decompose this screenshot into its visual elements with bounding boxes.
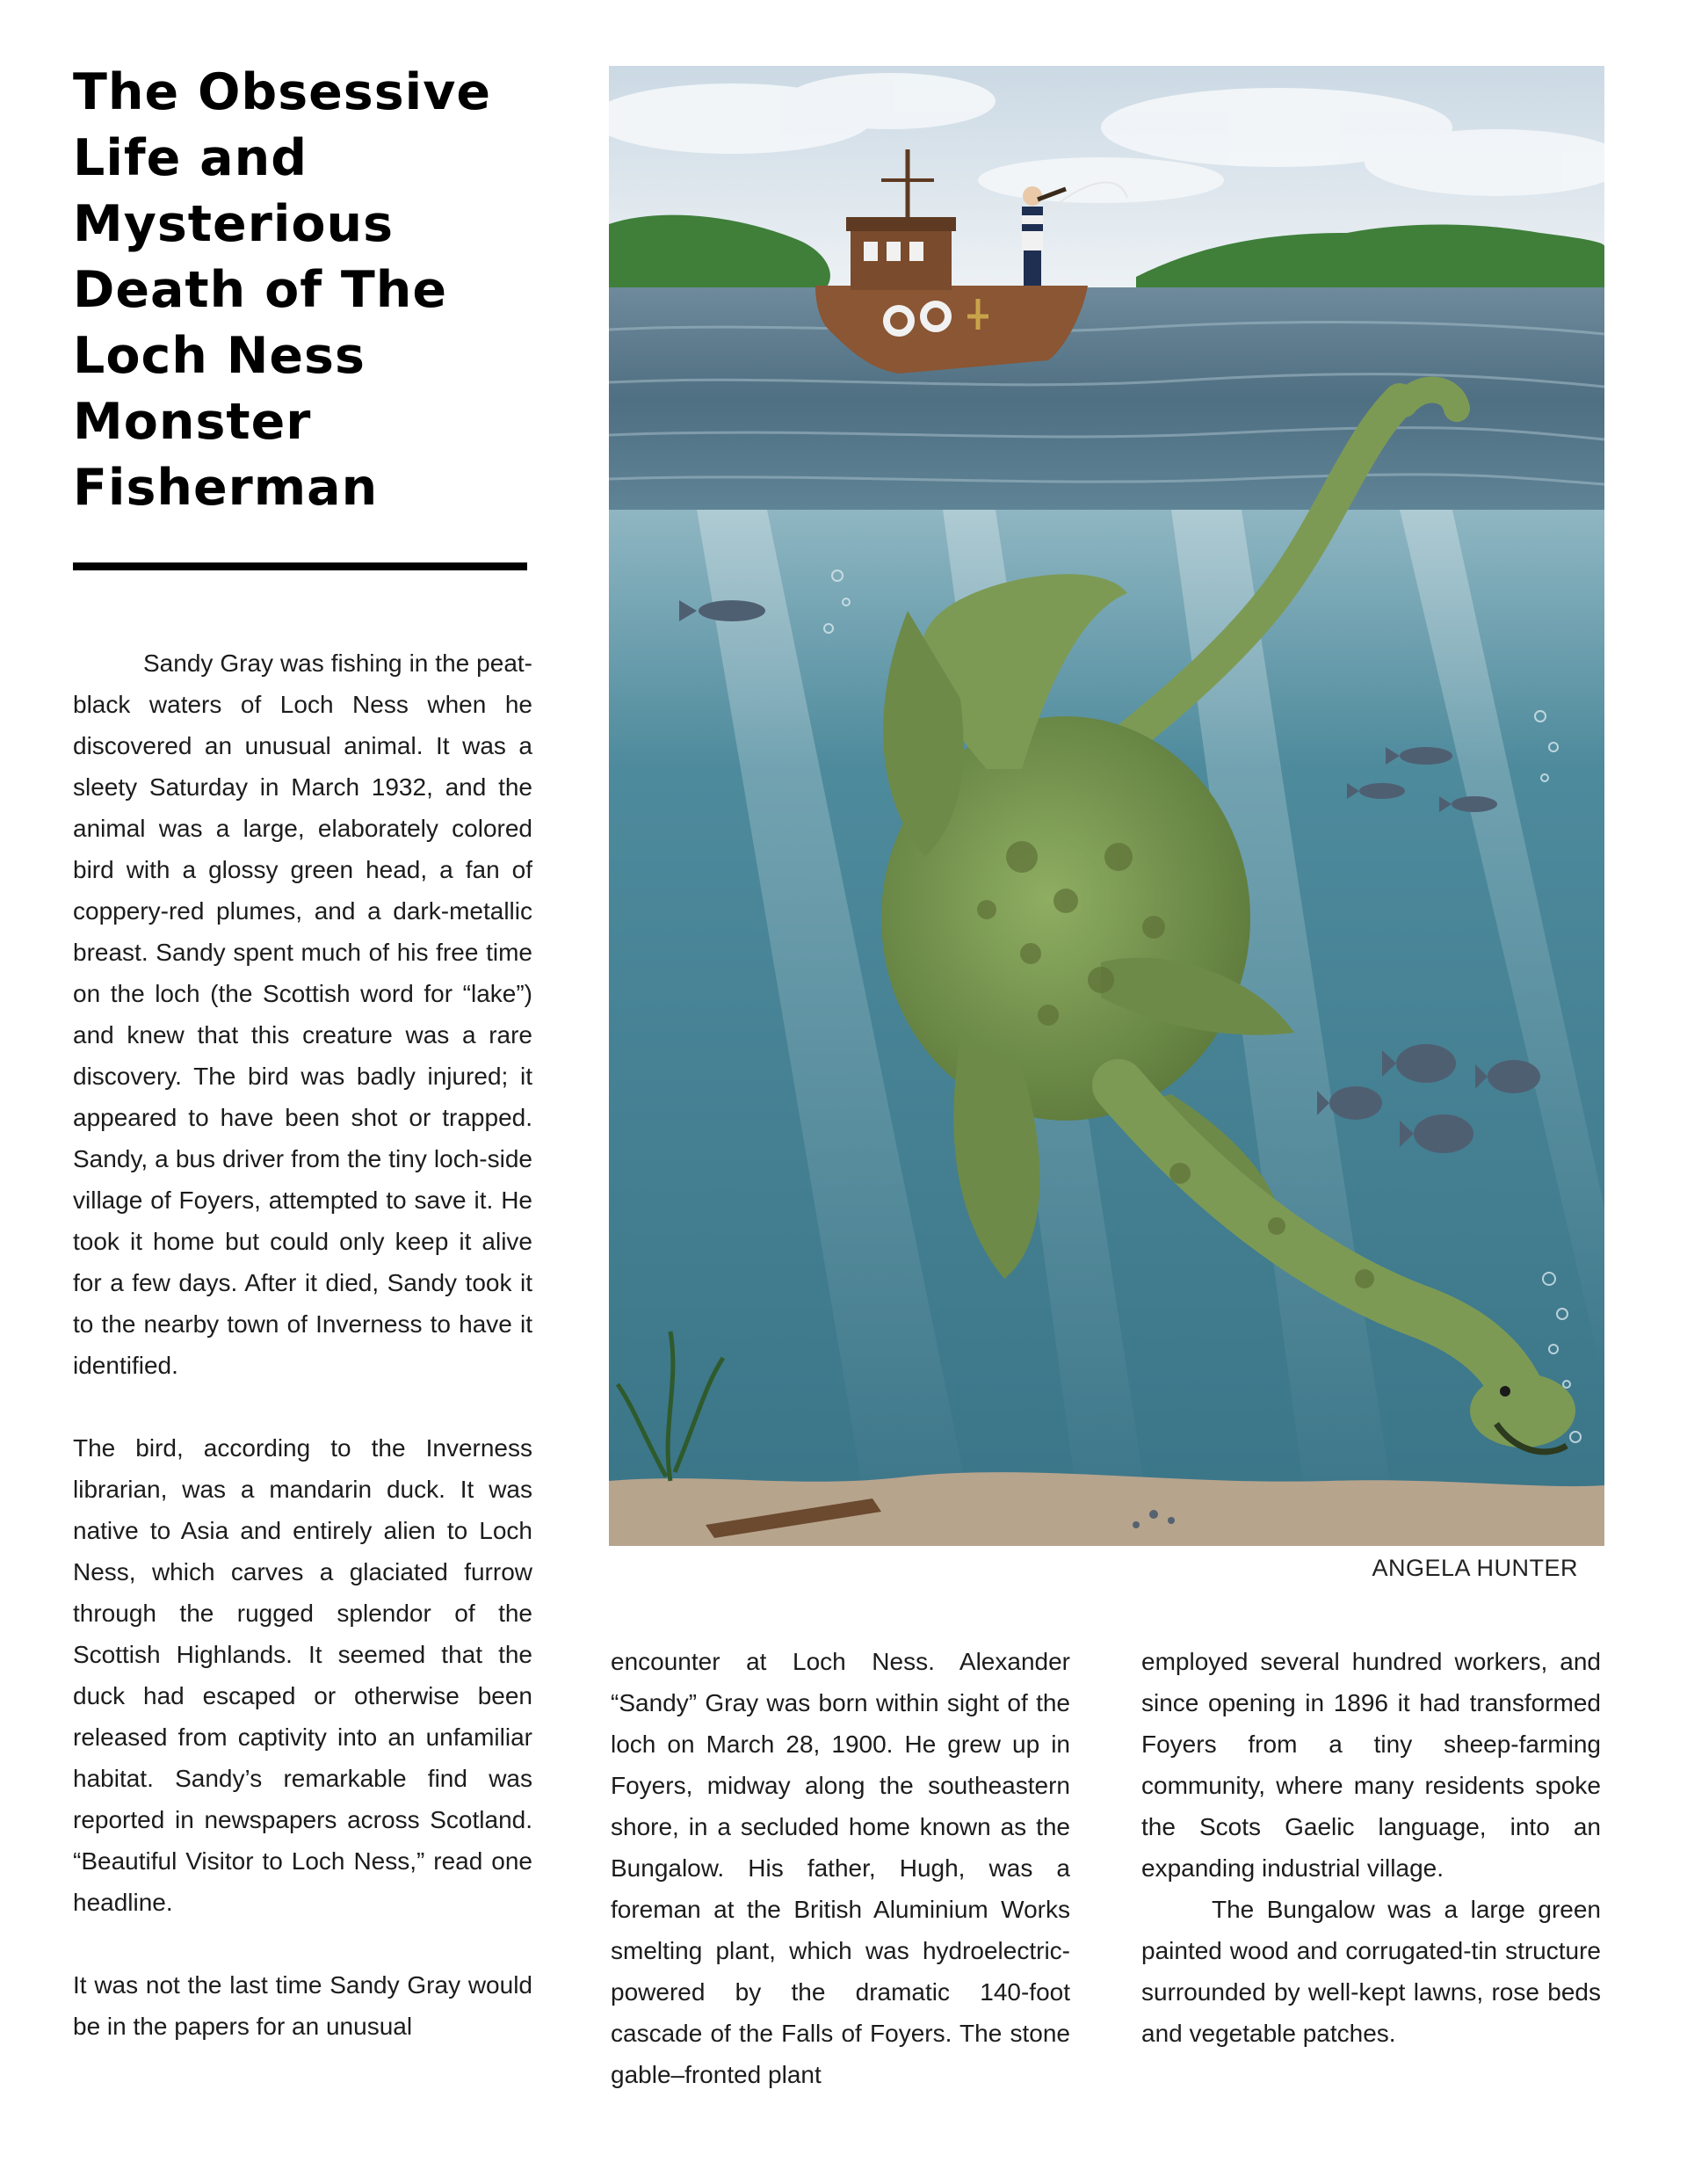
paragraph-sandy-gray-born: encounter at Loch Ness. Alexander “Sandy” Gray was born within sight of the loch on March 28, 1900. He grew up in Foyers, midway along the southeastern shore, in a secluded home known as the Bungalow. His father, Hugh, was a foreman at the British Aluminium Works smelting plant, which was hydroelectric-powered by the dramatic 140-foot cascade of the Falls of Foyers. The stone gable–fronted plant <box>611 1648 1070 2088</box>
text-column-2 <box>611 1641 1070 2095</box>
paragraph-foyers-plant: employed several hundred workers, and since opening in 1896 it had transformed Foyers from a tiny sheep-farming community, where many residents spoke the Scots Gaelic language, into an expanding industrial village. <box>1141 1648 1601 1882</box>
paragraph-bungalow: The Bungalow was a large green painted wood and corrugated-tin structure surrounded by well-kept lawns, rose beds and vegetable patches. <box>1141 1896 1601 2047</box>
text-column-1 <box>73 642 532 2093</box>
paragraph-intro: Sandy Gray was fishing in the peat-black waters of Loch Ness when he discovered an unusual animal. It was a sleety Saturday in March 1932, and the animal was a large, elaborately colored bird with a glossy green head, a fan of coppery-red plumes, and a dark-metallic breast. Sandy spent much of his free time on the loch (the Scottish word for “lake”) and knew that this creature was a rare discovery. The bird was badly injured; it appeared to have been shot or trapped. Sandy, a bus driver from the tiny loch-side village of Foyers, attempted to save it. He took it home but could only keep it alive for a few days. After it died, Sandy took it to the nearby town of Inverness to have it identified. <box>73 649 532 1379</box>
article-headline: The Obsessive Life and Mysterious Death of The Loch Ness Monster Fisherman <box>73 63 492 517</box>
paragraph-unusual-encounter: It was not the last time Sandy Gray would be in the papers for an unusual <box>73 1971 532 2040</box>
loch-ness-illustration <box>609 66 1604 1546</box>
headline-divider <box>73 562 527 570</box>
sandy-floor <box>609 1472 1604 1546</box>
illustration-art <box>609 66 1604 1546</box>
text-column-3 <box>1141 1641 1601 2054</box>
illustration-credit: ANGELA HUNTER <box>1372 1555 1578 1581</box>
paragraph-mandarin-duck: The bird, according to the Inverness librarian, was a mandarin duck. It was native to Asia and entirely alien to Loch Ness, which carves a glaciated furrow through the rugged splendor of the Scottish Highlands. It seemed that the duck had escaped or otherwise been released from captivity into an unfamiliar habitat. Sandy’s remarkable find was reported in newspapers across Scotland. “Beautiful Visitor to Loch Ness,” read one headline. <box>73 1434 532 1916</box>
